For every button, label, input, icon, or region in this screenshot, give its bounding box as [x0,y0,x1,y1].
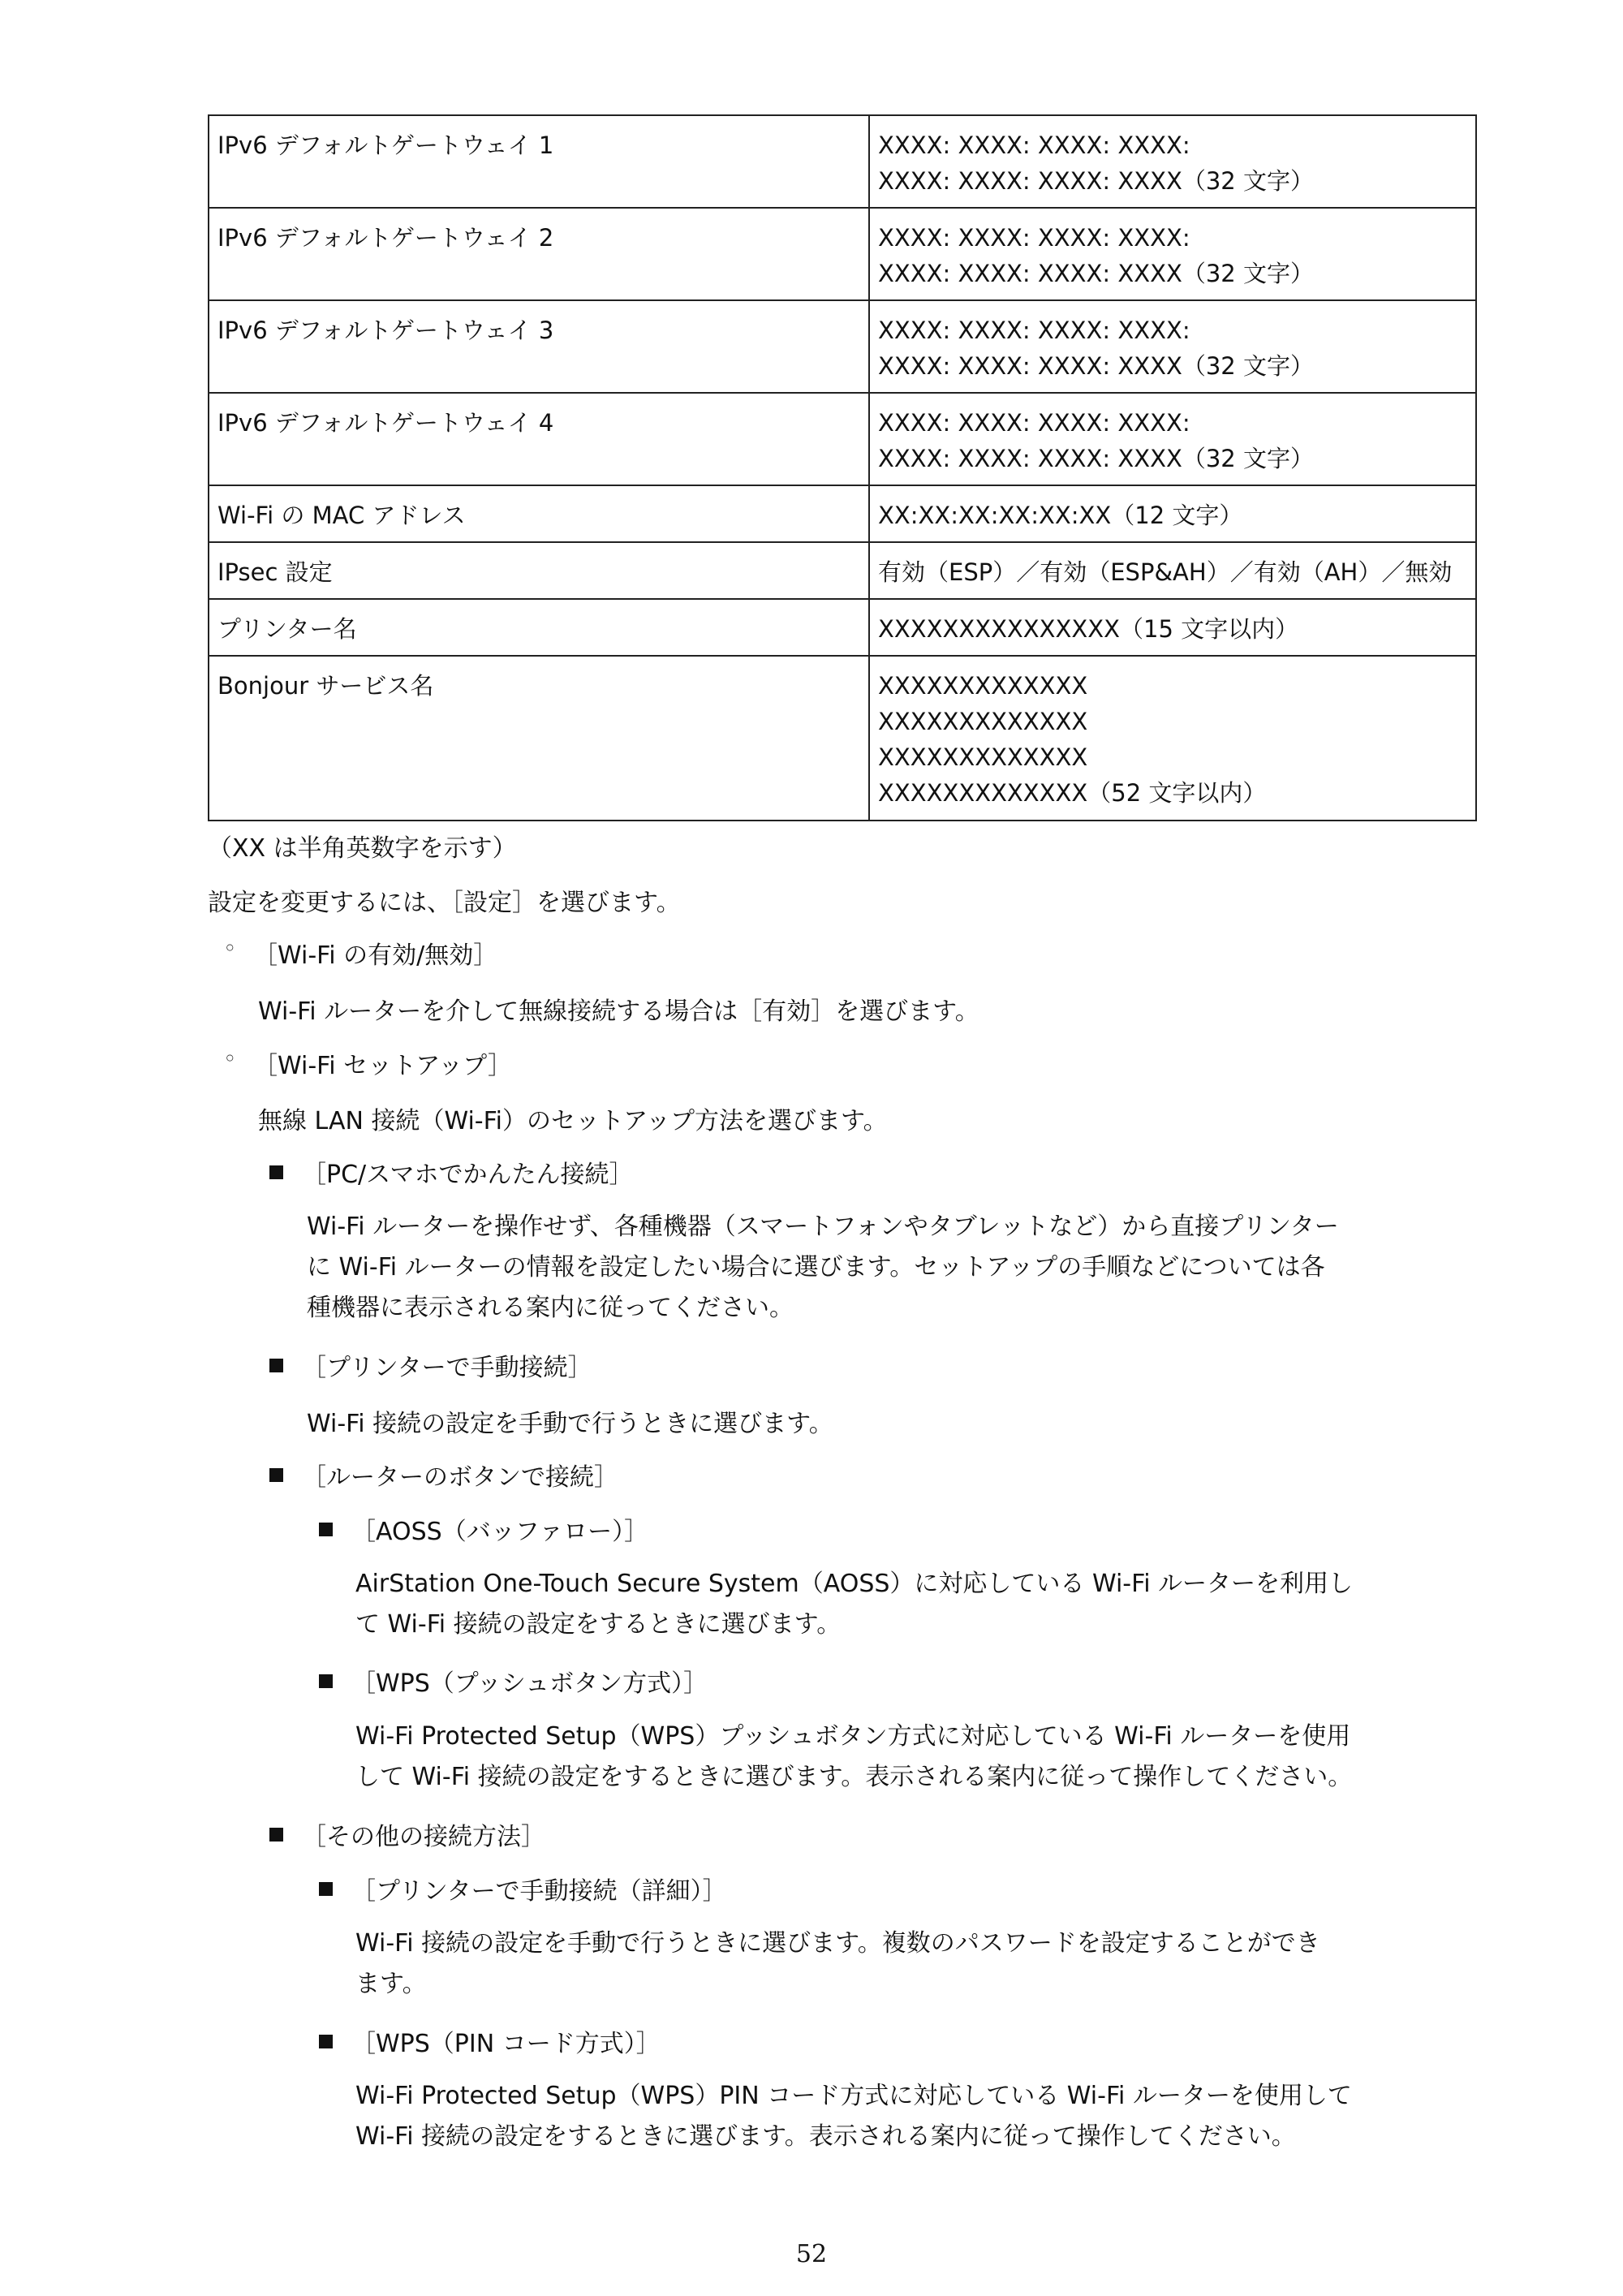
table-cell-label: IPv6 デフォルトゲートウェイ 1 [209,115,869,208]
table-cell-value [869,115,1476,208]
table-row [209,485,1476,542]
table-row [209,656,1476,821]
desc-line: Wi-Fi 接続の設定を手動で行うときに選びます。複数のパスワードを設定することができ [355,1929,1320,1958]
table-row [209,115,1476,208]
circle-bullet-icon: ◦ [223,935,237,962]
square-bullet-icon [319,1523,333,1536]
square-bullet-icon [269,1468,283,1482]
item-desc-pc-smartphone [307,1207,1339,1329]
desc-line: AirStation One-Touch Secure System（AOSS）に対応している Wi-Fi ルーターを利用し [355,1570,1354,1598]
value-line: XXXXXXXXXXXXX（52 文字以内） [878,779,1267,807]
table-row [209,542,1476,599]
item-title-aoss: ［AOSS（バッファロー）］ [351,1518,649,1546]
item-title-router-button: ［ルーターのボタンで接続］ [302,1463,618,1492]
table-row [209,393,1476,485]
item-title-wifi-setup: ［Wi-Fi セットアップ］ [253,1052,513,1080]
square-bullet-icon [269,1359,283,1372]
page-number: 52 [795,2240,828,2268]
square-bullet-icon [319,1882,333,1896]
table-cell-label: IPsec 設定 [209,542,869,599]
table-cell-value [869,656,1476,821]
table-cell-label: Wi-Fi の MAC アドレス [209,485,869,542]
desc-line: Wi-Fi Protected Setup（WPS）PIN コード方式に対応している Wi-Fi ルーターを使用して [355,2082,1352,2110]
table-cell-value [869,208,1476,300]
table-note: （XX は半角英数字を示す） [208,834,517,863]
settings-table [208,114,1477,821]
item-title-wifi-enable: ［Wi-Fi の有効/無効］ [253,941,498,970]
value-line: XXXX: XXXX: XXXX: XXXX: [878,224,1190,252]
item-title-other-methods: ［その他の接続方法］ [302,1823,545,1851]
table-cell-value [869,485,1476,542]
item-desc-wps-push [355,1717,1352,1798]
value-line: XXXX: XXXX: XXXX: XXXX: [878,317,1190,344]
value-line: XXXXXXXXXXXXXXX（15 文字以内） [878,615,1299,643]
item-title-wps-push: ［WPS（プッシュボタン方式）］ [351,1669,708,1698]
table-cell-value [869,599,1476,656]
value-line: XXXX: XXXX: XXXX: XXXX（32 文字） [878,445,1314,472]
table-cell-value [869,542,1476,599]
desc-line: て Wi-Fi 接続の設定をするときに選びます。 [355,1610,842,1639]
item-title-manual-detail: ［プリンターで手動接続（詳細）］ [351,1877,727,1906]
item-title-pc-smartphone: ［PC/スマホでかんたん接続］ [302,1161,634,1189]
item-desc-manual-connect: Wi-Fi 接続の設定を手動で行うときに選びます。 [307,1410,833,1438]
item-desc-wps-pin [355,2076,1352,2157]
value-line: XX:XX:XX:XX:XX:XX（12 文字） [878,502,1243,529]
item-title-wps-pin: ［WPS（PIN コード方式）］ [351,2030,661,2058]
table-row [209,599,1476,656]
square-bullet-icon [319,1674,333,1688]
table-row [209,300,1476,393]
square-bullet-icon [269,1165,283,1179]
desc-line: Wi-Fi 接続の設定をするときに選びます。表示される案内に従って操作してください。 [355,2122,1296,2151]
table-cell-value [869,300,1476,393]
item-desc-wifi-enable: Wi-Fi ルーターを介して無線接続する場合は［有効］を選びます。 [258,997,979,1026]
desc-line: 種機器に表示される案内に従ってください。 [307,1294,794,1322]
value-line: XXXX: XXXX: XXXX: XXXX（32 文字） [878,352,1314,380]
value-line: XXXX: XXXX: XXXX: XXXX（32 文字） [878,167,1314,195]
table-cell-label: IPv6 デフォルトゲートウェイ 3 [209,300,869,393]
value-line: XXXXXXXXXXXXX [878,672,1088,700]
table-cell-label: プリンター名 [209,599,869,656]
table-cell-label: IPv6 デフォルトゲートウェイ 4 [209,393,869,485]
desc-line: に Wi-Fi ルーターの情報を設定したい場合に選びます。セットアップの手順などについては各 [307,1253,1325,1282]
value-line: XXXXXXXXXXXXX [878,743,1088,771]
value-line: XXXXXXXXXXXXX [878,708,1088,735]
value-line: 有効（ESP）／有効（ESP&AH）／有効（AH）／無効 [878,558,1453,586]
table-cell-value [869,393,1476,485]
table-cell-label: Bonjour サービス名 [209,656,869,821]
circle-bullet-icon: ◦ [223,1045,237,1072]
value-line: XXXX: XXXX: XXXX: XXXX: [878,131,1190,159]
desc-line: Wi-Fi ルーターを操作せず、各種機器（スマートフォンやタブレットなど）から直接プリンター [307,1213,1339,1241]
item-desc-aoss [355,1564,1353,1645]
square-bullet-icon [269,1828,283,1842]
item-desc-wifi-setup: 無線 LAN 接続（Wi-Fi）のセットアップ方法を選びます。 [258,1107,888,1135]
desc-line: Wi-Fi Protected Setup（WPS）プッシュボタン方式に対応している Wi-Fi ルーターを使用 [355,1722,1351,1751]
square-bullet-icon [319,2035,333,2048]
item-title-manual-connect: ［プリンターで手動接続］ [302,1354,592,1382]
desc-line: ます。 [355,1970,427,1998]
table-cell-label: IPv6 デフォルトゲートウェイ 2 [209,208,869,300]
item-desc-manual-detail [355,1923,1320,2005]
value-line: XXXX: XXXX: XXXX: XXXX: [878,409,1190,437]
desc-line: して Wi-Fi 接続の設定をするときに選びます。表示される案内に従って操作してください。 [355,1763,1353,1791]
table-row [209,208,1476,300]
intro-text: 設定を変更するには、［設定］を選びます。 [208,889,681,917]
value-line: XXXX: XXXX: XXXX: XXXX（32 文字） [878,260,1314,287]
